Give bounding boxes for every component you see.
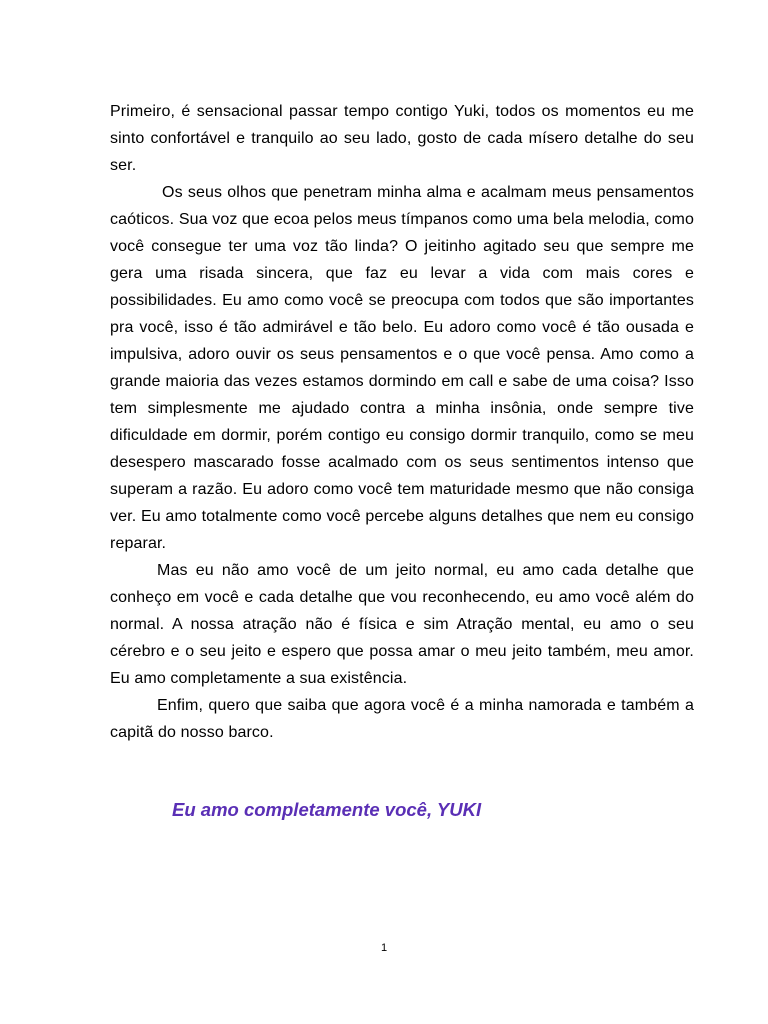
paragraph-opening: Primeiro, é sensacional passar tempo contigo Yuki, todos os momentos eu me sinto confortável e tranquilo ao seu lado, gosto de cada mísero detalhe do seu ser. <box>110 103 694 174</box>
paragraph-admiration: Os seus olhos que penetram minha alma e acalmam meus pensamentos caóticos. Sua voz que ecoa pelos meus tímpanos como uma bela melodia, como você consegue ter uma voz tão linda? O jeitinho agitado seu que sempre me gera uma risada sincera, que faz eu levar a vida com mais cores e possibilidades. Eu amo como você se preocupa com todos que são importantes pra você, isso é tão admirável e tão belo. Eu adoro como você é tão ousada e impulsiva, adoro ouvir os seus pensamentos e o que você pensa. Amo como a grande maioria das vezes estamos dormindo em call e sabe de uma coisa? Isso tem simplesmente me ajudado contra a minha insônia, onde sempre tive dificuldade em dormir, porém contigo eu consigo dormir tranquilo, como se meu desespero mascarado fosse acalmado com os seus sentimentos intenso que superam a razão. Eu adoro como você tem maturidade mesmo que não consiga ver. Eu amo totalmente como você percebe alguns detalhes que nem eu consigo reparar. <box>110 184 694 552</box>
letter-body <box>110 98 694 746</box>
paragraph-closing: Enfim, quero que saiba que agora você é a minha namorada e também a capitã do nosso barco. <box>110 697 694 741</box>
paragraph-love: Mas eu não amo você de um jeito normal, eu amo cada detalhe que conheço em você e cada detalhe que vou reconhecendo, eu amo você além do normal. A nossa atração não é física e sim Atração mental, eu amo o seu cérebro e o seu jeito e espero que possa amar o meu jeito também, meu amor. Eu amo completamente a sua existência. <box>110 562 694 687</box>
page-number: 1 <box>380 942 388 954</box>
signature-line: Eu amo completamente você, YUKI <box>172 799 482 820</box>
